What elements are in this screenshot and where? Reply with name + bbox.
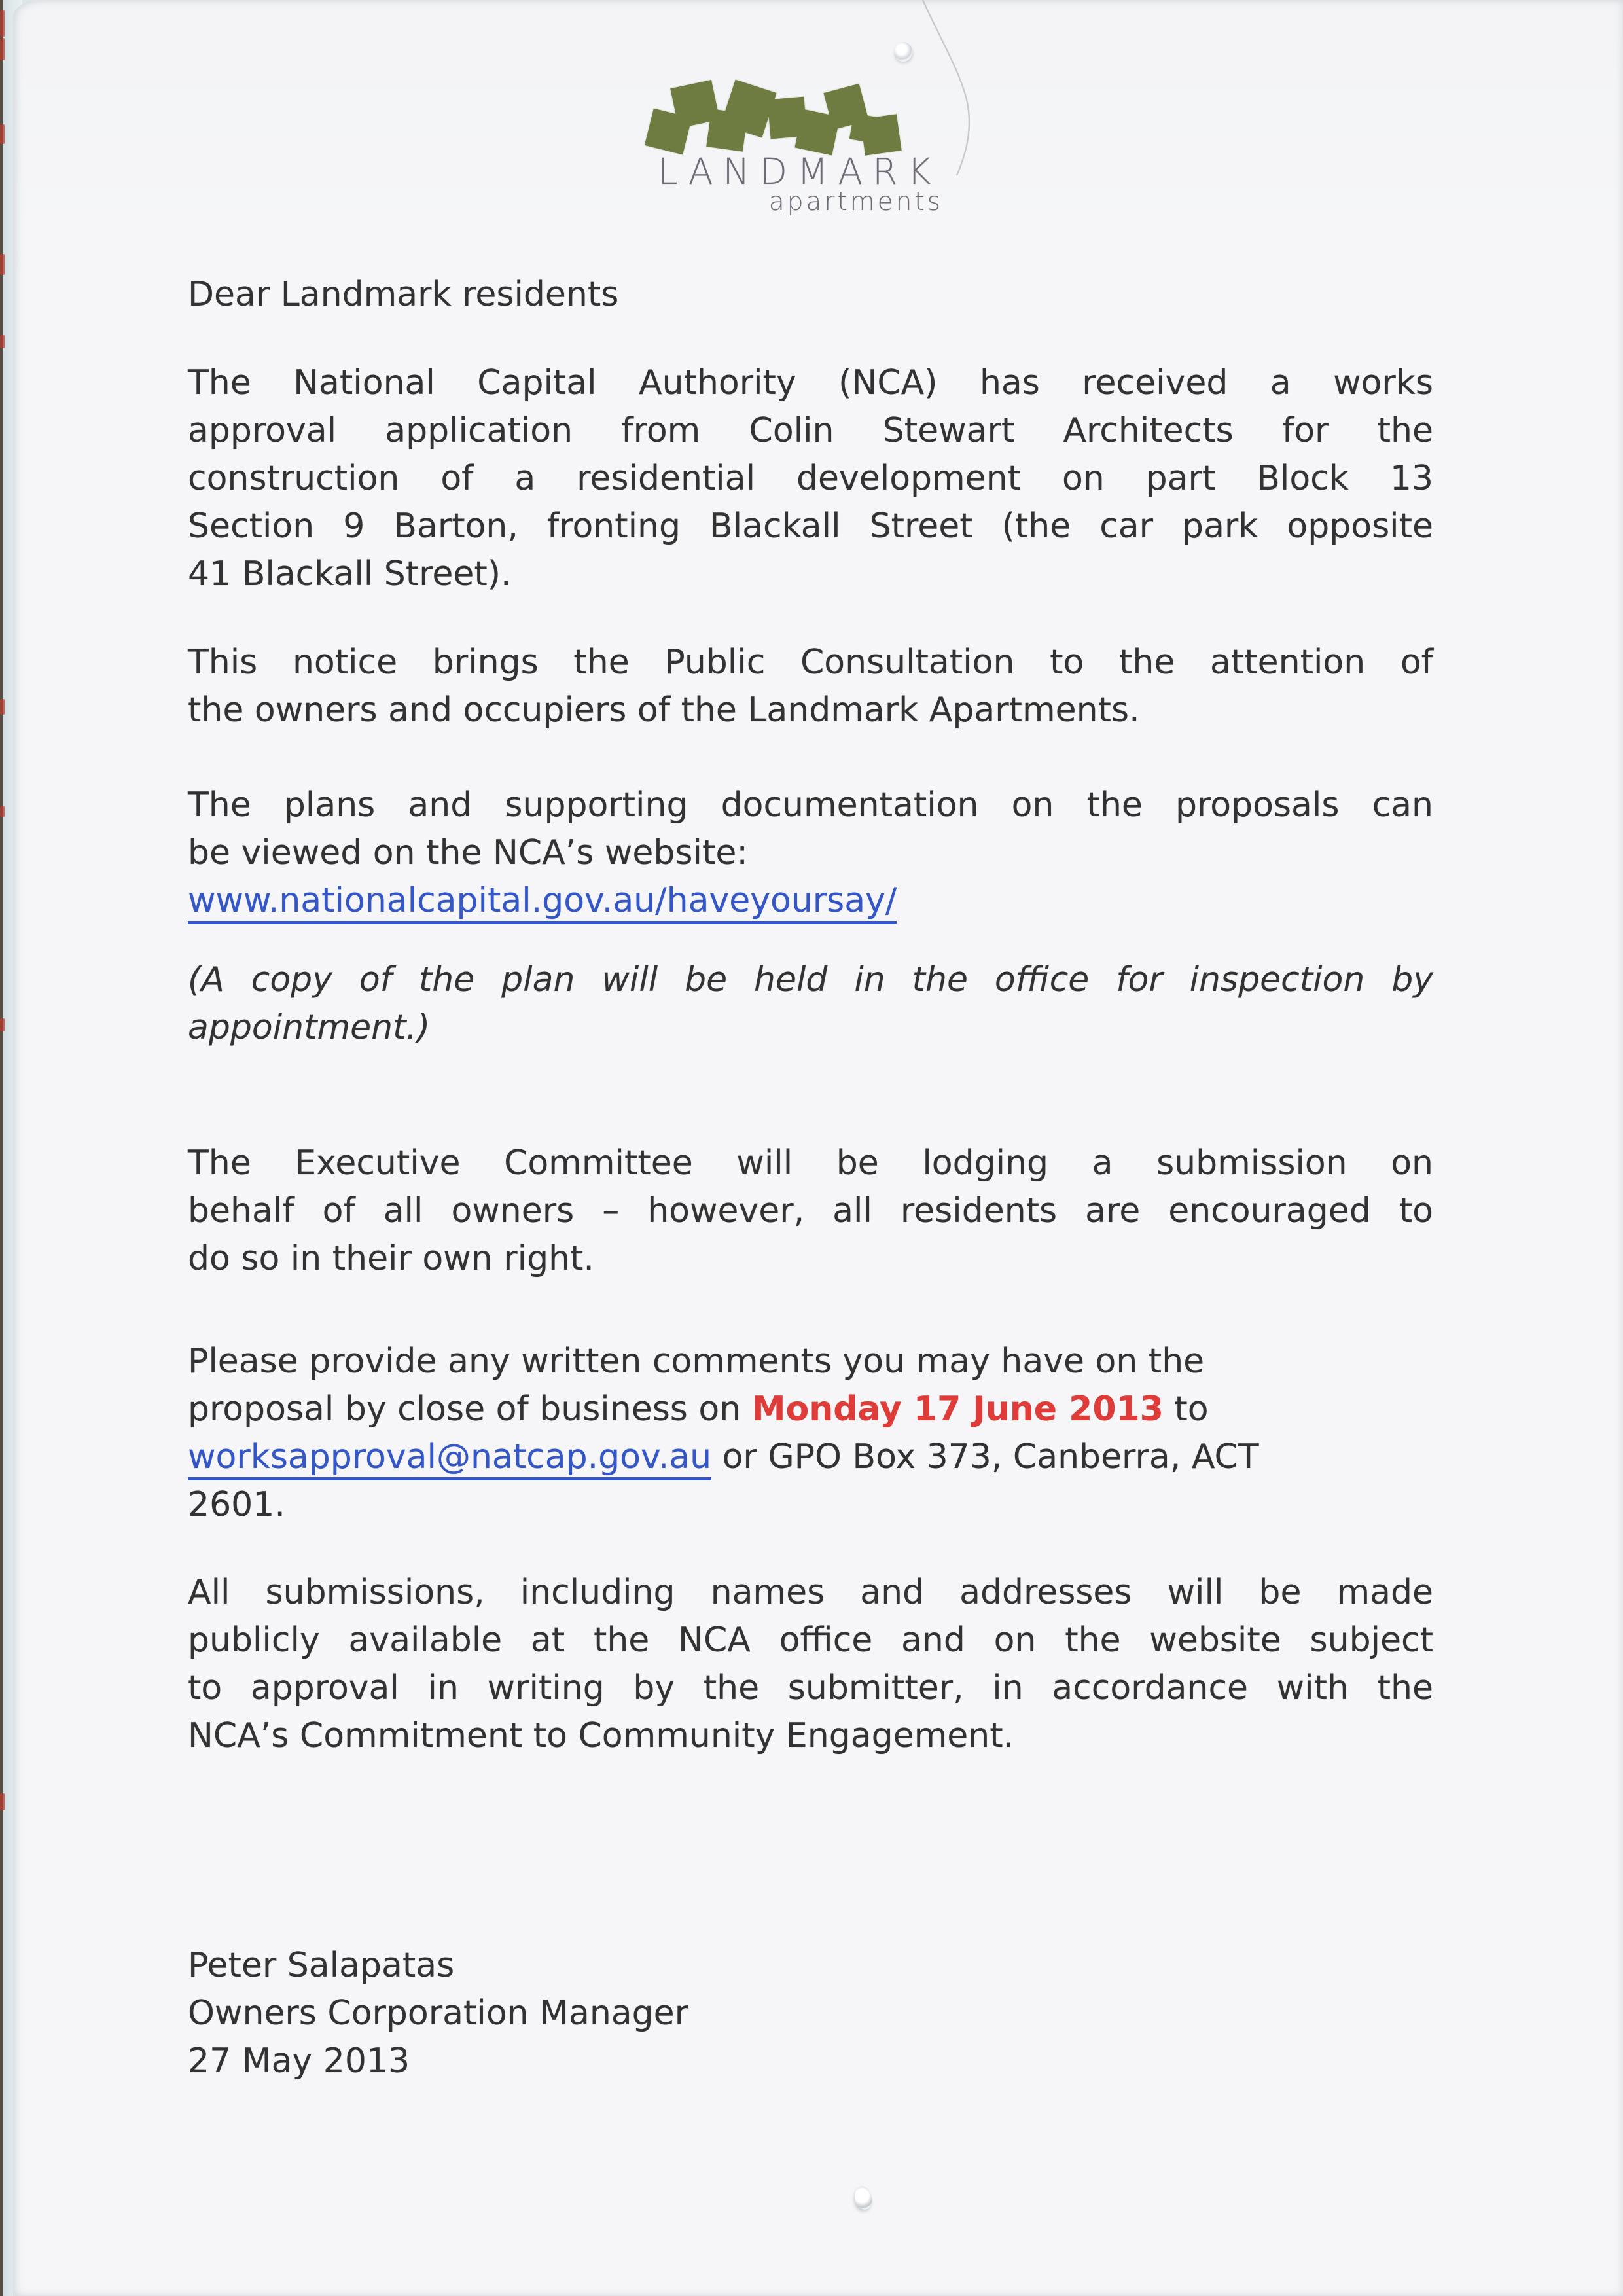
text-line: [188, 1481, 1433, 1529]
text-line: [188, 359, 1433, 407]
text-line: [188, 687, 1433, 734]
para-plans-website: [188, 781, 1433, 925]
text-segment: behalf of all owners – however, all residents are encouraged to: [188, 1191, 1433, 1230]
red-edge-mark: [0, 38, 5, 60]
red-edge-mark: [0, 806, 5, 817]
text-segment: Please provide any written comments you may have on the: [188, 1342, 1205, 1381]
text-segment: do so in their own right.: [188, 1239, 594, 1278]
text-segment: appointment.): [188, 1008, 431, 1047]
letter-content: [188, 0, 1433, 2085]
signature-block: [188, 1942, 1433, 2085]
letter-body: [188, 359, 1433, 1760]
text-line: [188, 1235, 1433, 1283]
red-edge-mark: [0, 254, 5, 275]
landmark-logo: [650, 84, 943, 217]
text-segment: 2601.: [188, 1485, 285, 1524]
text-line: [188, 1433, 1433, 1481]
text-segment: This notice brings the Public Consultation to the attention of: [188, 643, 1433, 682]
text-segment: (A copy of the plan will be held in the office for inspection by: [188, 960, 1433, 999]
text-line: [188, 1664, 1433, 1712]
text-segment: or GPO Box 373, Canberra, ACT: [711, 1437, 1259, 1477]
red-edge-mark: [0, 335, 5, 348]
text-line: [188, 956, 1433, 1004]
text-segment: proposal by close of business on: [188, 1390, 752, 1429]
text-segment: approval application from Colin Stewart Architects for the: [188, 411, 1433, 450]
para-nca-works: [188, 359, 1433, 598]
deadline-date: Monday 17 June 2013: [751, 1390, 1164, 1429]
text-line: [188, 877, 1433, 925]
text-segment: NCA’s Commitment to Community Engagement.: [188, 1716, 1014, 1755]
para-public-consultation: [188, 639, 1433, 734]
red-edge-mark: [0, 10, 5, 37]
red-edge-mark: [0, 1793, 5, 1810]
text-line: [188, 829, 1433, 877]
signature-role: Owners Corporation Manager: [188, 1994, 689, 2033]
text-segment: to: [1163, 1390, 1209, 1429]
red-edge-mark: [0, 1018, 5, 1031]
text-line: [188, 1712, 1433, 1760]
text-line: [188, 455, 1433, 503]
text-segment: be viewed on the NCA’s website:: [188, 833, 748, 872]
text-line: [188, 1617, 1433, 1664]
text-segment: to approval in writing by the submitter, in accordance with the: [188, 1668, 1433, 1708]
red-edge-mark: [0, 699, 5, 715]
red-edge-mark: [0, 124, 5, 144]
letter-paper: [13, 0, 1623, 2296]
text-line: [188, 1004, 1433, 1052]
text-line: [188, 1386, 1433, 1433]
text-line: [188, 1139, 1433, 1187]
logo-brand-text: LANDMARK: [658, 151, 941, 192]
text-segment: The Executive Committee will be lodging a submission on: [188, 1143, 1433, 1183]
text-segment: The plans and supporting documentation on the proposals can: [188, 785, 1433, 825]
signature-name: Peter Salapatas: [188, 1946, 455, 1985]
text-segment: the owners and occupiers of the Landmark Apartments.: [188, 691, 1140, 730]
logo-tagline-text: apartments: [768, 187, 943, 217]
text-segment: 41 Blackall Street).: [188, 554, 512, 594]
text-line: [188, 781, 1433, 829]
text-segment: Section 9 Barton, fronting Blackall Street (the car park opposite: [188, 507, 1433, 546]
para-plan-inspection: [188, 956, 1433, 1052]
para-comments-deadline: [188, 1338, 1433, 1529]
para-executive-committee: [188, 1139, 1433, 1283]
worksapproval-email-link[interactable]: worksapproval@natcap.gov.au: [188, 1437, 711, 1480]
text-line: [188, 1338, 1433, 1386]
text-segment: All submissions, including names and addresses will be made: [188, 1573, 1433, 1612]
para-submissions-public: [188, 1569, 1433, 1760]
text-line: [188, 1187, 1433, 1235]
text-line: [188, 503, 1433, 550]
logo-square-icon: [860, 114, 901, 155]
text-segment: construction of a residential development on part Block 13: [188, 459, 1433, 498]
text-segment: publicly available at the NCA office and on the website subject: [188, 1621, 1433, 1660]
staple-hole-artifact: [853, 2185, 874, 2212]
text-line: [188, 1569, 1433, 1617]
text-line: [188, 407, 1433, 455]
text-segment: The National Capital Authority (NCA) has received a works: [188, 363, 1433, 403]
signature-date: 27 May 2013: [188, 2041, 410, 2081]
salutation: Dear Landmark residents: [188, 275, 619, 314]
nca-website-link[interactable]: www.nationalcapital.gov.au/haveyoursay/: [188, 881, 897, 924]
text-line: [188, 639, 1433, 687]
text-line: [188, 550, 1433, 598]
